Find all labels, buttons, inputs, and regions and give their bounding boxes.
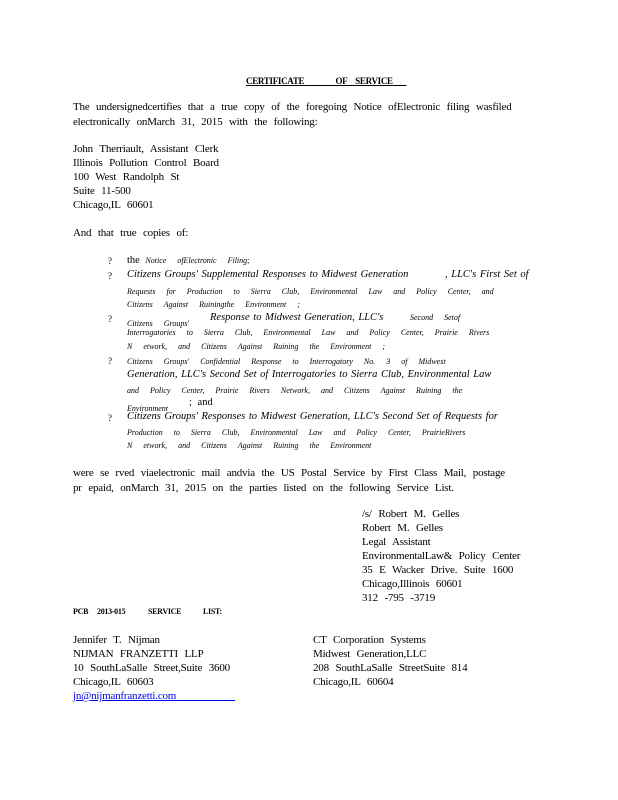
party-line: Chicago,IL 60603 [73, 676, 154, 688]
item-text: the [127, 255, 146, 266]
intro-line-2: electronically onMarch 31, 2015 with the following: [73, 116, 318, 128]
intro-line-1: The undersignedcertifies that a true copy of the foregoing Notice ofElectronic filing wasfiled [73, 101, 512, 113]
heading-word: 2013-015 [97, 607, 126, 616]
item-text: Citizens Groups' Confidential Response to Interrogatory No. 3 of Midwest [127, 357, 446, 366]
party-line: 10 SouthLaSalle Street,Suite 3600 [73, 662, 230, 674]
signature-line: /s/ Robert M. Gelles [362, 508, 460, 520]
email-link-underline-tail[interactable] [176, 690, 235, 702]
signature-line: Chicago,Illinois 60601 [362, 578, 463, 590]
served-line-2: pr epaid, onMarch 31, 2015 on the parties listed on the following Service List. [73, 482, 454, 494]
item-text: Requests for Production to Sierra Club, Environmental Law and Policy Center, and [127, 287, 494, 296]
party-line: Jennifer T. Nijman [73, 634, 160, 646]
item-text: , LLC's First Set of [445, 269, 529, 280]
item-text: Response to Midwest Generation, LLC's [210, 312, 384, 323]
signature-line: Legal Assistant [362, 536, 431, 548]
signature-line: EnvironmentalLaw& Policy Center [362, 550, 521, 562]
service-list-heading [73, 607, 222, 616]
item-text: Interrogatories to Sierra Club, Environmental Law and Policy Center, Prairie Rivers [127, 328, 490, 337]
bullet-glyph: ? [108, 356, 112, 366]
recipient-line: 100 West Randolph St [73, 171, 180, 183]
title-underline-gap [304, 76, 335, 86]
signature-line: Robert M. Gelles [362, 522, 443, 534]
bullet-glyph: ? [108, 413, 112, 423]
item-text: N etwork, and Citizens Against Ruining the Environment [127, 441, 372, 450]
email-link-text[interactable]: jn@nijmanfranzetti.com [73, 690, 177, 702]
party-line: Chicago,IL 60604 [313, 676, 394, 688]
item-text: Environment [127, 404, 169, 413]
list-item [127, 269, 529, 280]
item-text: and Policy Center, Prairie Rivers Network, and Citizens Against Ruining the [127, 386, 463, 395]
recipient-line: John Therriault, Assistant Clerk [73, 143, 219, 155]
title-underline-tail [393, 76, 407, 86]
item-text: Generation, LLC's Second Set of Interrogatories to Sierra Club, Environmental Law [127, 369, 492, 380]
title-word-of: OF [335, 76, 348, 86]
bullet-glyph: ? [108, 271, 112, 281]
title-underline-gap [347, 76, 355, 86]
heading-word: SERVICE [148, 607, 182, 616]
item-text: Production to Sierra Club, Environmental Law and Policy Center, PrairieRivers [127, 428, 466, 437]
signature-phone: 312 -795 -3719 [362, 592, 436, 604]
served-line-1: were se rved viaelectronic mail andvia the US Postal Service by First Class Mail, postage [73, 467, 505, 479]
title-word-service: SERVICE [355, 76, 393, 86]
item-text-italic: Notice ofElectronic Filing; [145, 256, 250, 265]
heading-word: LIST: [203, 607, 222, 616]
item-text: N etwork, and Citizens Against Ruining the Environment ; [127, 342, 385, 351]
heading-word: PCB [73, 607, 89, 616]
item-text: Second Setof [410, 313, 461, 322]
item-text: Citizens Against Ruiningthe Environment ; [127, 300, 300, 309]
party-line: CT Corporation Systems [313, 634, 426, 646]
party-line: NIJMAN FRANZETTI LLP [73, 648, 204, 660]
certificate-title [246, 76, 406, 86]
item-text: Citizens Groups' [127, 319, 190, 328]
recipient-line: Chicago,IL 60601 [73, 199, 154, 211]
item-text: Citizens Groups' Responses to Midwest Generation, LLC's Second Set of Requests for [127, 411, 498, 422]
item-text: ; and [189, 397, 213, 408]
list-item [127, 255, 250, 266]
party-line: 208 SouthLaSalle StreetSuite 814 [313, 662, 468, 674]
copies-intro: And that true copies of: [73, 227, 189, 239]
title-word-certificate: CERTIFICATE [246, 76, 305, 86]
recipient-line: Suite 11-500 [73, 185, 131, 197]
signature-line: 35 E Wacker Drive. Suite 1600 [362, 564, 514, 576]
bullet-glyph: ? [108, 256, 112, 266]
bullet-glyph: ? [108, 314, 112, 324]
item-text: Citizens Groups' Supplemental Responses to Midwest Generation [127, 269, 409, 280]
recipient-line: Illinois Pollution Control Board [73, 157, 219, 169]
email-link[interactable] [73, 690, 235, 702]
party-line: Midwest Generation,LLC [313, 648, 427, 660]
